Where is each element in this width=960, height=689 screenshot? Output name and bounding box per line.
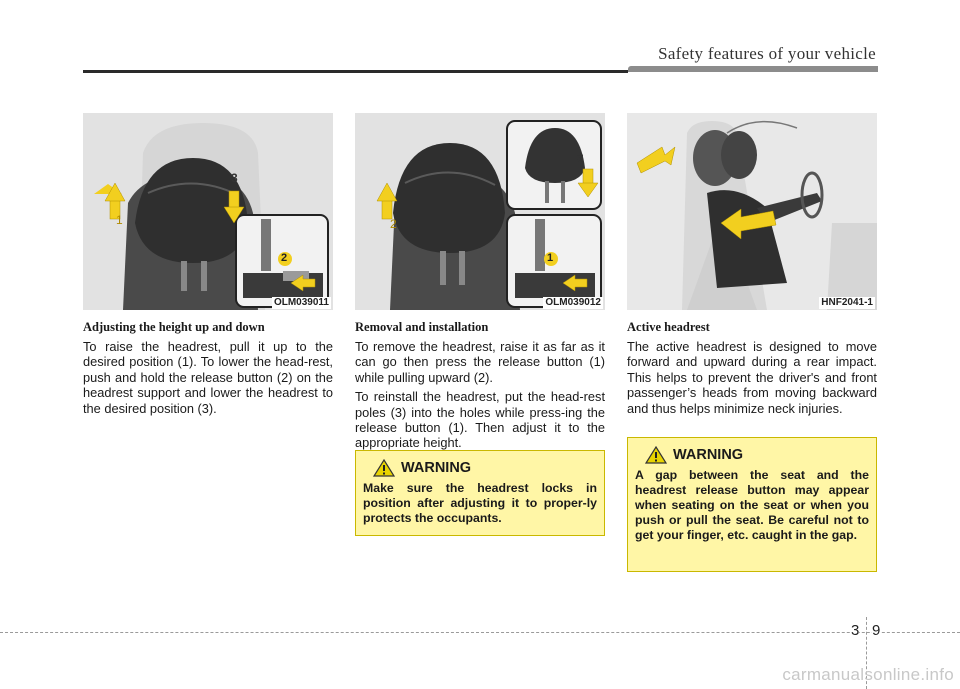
heading-adjusting-height: Adjusting the height up and down (83, 320, 265, 334)
callout-1: 1 (116, 213, 123, 227)
heading-removal-installation: Removal and installation (355, 320, 489, 334)
warning-title: WARNING (673, 447, 744, 463)
warning-triangle-icon (373, 459, 395, 477)
warning-text: Make sure the headrest locks in position after adjusting it to proper-ly protects the occupants. (363, 481, 597, 525)
headrest-removal-illustration (355, 113, 605, 310)
figure-code: OLM039011 (273, 297, 329, 308)
header-rule-accent (628, 66, 878, 72)
heading-active-headrest: Active headrest (627, 320, 710, 334)
warning-box-release-gap (627, 437, 877, 572)
column-adjusting-height (83, 113, 333, 416)
warning-header (635, 446, 869, 464)
callout-3: 3 (577, 151, 584, 165)
warning-header (363, 459, 597, 477)
callout-3: 3 (231, 171, 238, 185)
column-removal-installation (355, 113, 605, 451)
figure-headrest-height (83, 113, 333, 310)
footer-rule (0, 632, 960, 633)
section-title: Safety features of your vehicle (658, 44, 876, 63)
page-number: 9 (872, 622, 881, 639)
header-rule (83, 70, 628, 73)
column-active-headrest (627, 113, 877, 416)
figure-code: HNF2041-1 (821, 297, 873, 308)
paragraph: To raise the headrest, pull it up to the desired position (1). To lower the head-rest, push and hold the release button (2) on the headrest support and lower the headrest to the desired position (3). (83, 339, 333, 416)
callout-2: 2 (281, 252, 288, 264)
chapter-number: 3 (851, 622, 860, 639)
active-headrest-illustration (627, 113, 877, 310)
warning-title: WARNING (401, 460, 472, 476)
paragraph: To reinstall the headrest, put the head-rest poles (3) into the holes while press-ing the release button (1). Then adjust it to the appropriate height. (355, 389, 605, 451)
headrest-height-illustration (83, 113, 333, 310)
warning-triangle-icon (645, 446, 667, 464)
callout-1: 1 (547, 252, 554, 264)
callout-2: 2 (390, 217, 397, 231)
figure-active-headrest (627, 113, 877, 310)
figure-code: OLM039012 (545, 297, 601, 308)
paragraph: The active headrest is designed to move forward and upward during a rear impact. This helps to prevent the driver's and front passenger’s heads from moving backward and thus helps minimize neck injuries. (627, 339, 877, 416)
figure-headrest-removal (355, 113, 605, 310)
paragraph: To remove the headrest, raise it as far as it can go then press the release button (1) while pulling upward (2). (355, 339, 605, 385)
watermark[interactable]: carmanualsonline.info (782, 665, 954, 684)
warning-text: A gap between the seat and the headrest release button may appear when seating on the seat or when you push or pull the seat. Be careful not to get your finger, etc. caught in the gap. (635, 468, 869, 542)
warning-box-headrest-lock (355, 450, 605, 536)
